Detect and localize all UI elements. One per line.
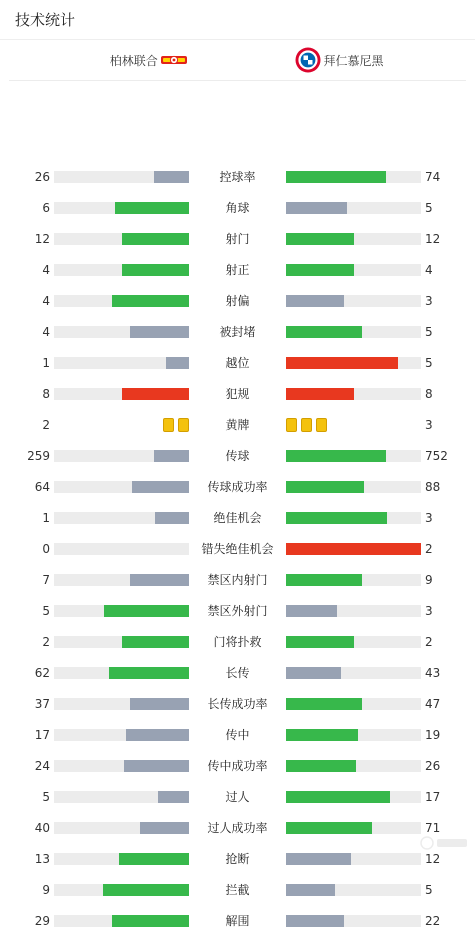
home-bar-track — [54, 357, 189, 369]
away-bar-track — [286, 450, 421, 462]
stat-row — [0, 849, 475, 869]
stat-row — [0, 787, 475, 807]
away-bar-track — [286, 884, 421, 896]
stat-row — [0, 322, 475, 342]
away-value: 3 — [425, 294, 433, 308]
home-value: 5 — [42, 604, 50, 618]
home-bar-track — [54, 884, 189, 896]
stat-row — [0, 167, 475, 187]
home-value: 13 — [34, 852, 50, 866]
away-value: 3 — [425, 511, 433, 525]
home-bar-track — [54, 667, 189, 679]
home-bar-fill — [104, 605, 189, 617]
stat-row — [0, 229, 475, 249]
away-value: 9 — [425, 573, 433, 587]
away-bar-fill — [286, 636, 354, 648]
away-bar-track — [286, 202, 421, 214]
home-bar-track — [54, 636, 189, 648]
stat-label: 射门 — [225, 232, 250, 246]
away-bar-fill — [286, 760, 356, 772]
home-bar-track — [54, 543, 189, 555]
home-value: 8 — [42, 387, 50, 401]
stat-label: 长传 — [225, 666, 250, 680]
section-title: 技术统计 — [15, 11, 76, 29]
away-bar-fill — [286, 295, 344, 307]
section-header — [0, 0, 475, 40]
away-bar-track — [286, 295, 421, 307]
home-bar-fill — [122, 388, 190, 400]
home-bar-track — [54, 326, 189, 338]
home-bar-fill — [126, 729, 189, 741]
stat-label: 禁区内射门 — [207, 573, 268, 587]
away-bar-track — [286, 636, 421, 648]
away-value: 752 — [425, 449, 448, 463]
home-value: 7 — [42, 573, 50, 587]
stat-row — [0, 260, 475, 280]
stat-label: 拦截 — [225, 883, 250, 897]
stat-label: 黄牌 — [225, 418, 250, 432]
home-value: 2 — [42, 635, 50, 649]
away-bar-fill — [286, 388, 354, 400]
home-value: 37 — [34, 697, 50, 711]
home-bar-fill — [119, 853, 189, 865]
stat-label: 过人 — [225, 790, 250, 804]
stat-row — [0, 694, 475, 714]
home-bar-track — [54, 233, 189, 245]
away-bar-track — [286, 574, 421, 586]
away-value: 12 — [425, 232, 441, 246]
yellow-card-icon — [316, 418, 327, 432]
away-team[interactable] — [238, 47, 467, 73]
home-value: 64 — [34, 480, 50, 494]
away-bar-track — [286, 171, 421, 183]
away-value: 22 — [425, 914, 441, 928]
away-bar-track — [286, 698, 421, 710]
union-berlin-logo-icon — [161, 54, 187, 66]
away-bar-track — [286, 388, 421, 400]
stat-row — [0, 291, 475, 311]
home-bar-track — [54, 915, 189, 927]
stat-label: 绝佳机会 — [213, 511, 262, 525]
home-yellow-cards — [163, 418, 189, 432]
home-value: 4 — [42, 263, 50, 277]
stat-row — [0, 663, 475, 683]
stat-label: 越位 — [225, 356, 250, 370]
away-value: 88 — [425, 480, 441, 494]
home-team-name: 柏林联合 — [109, 53, 158, 68]
away-yellow-cards — [286, 418, 327, 432]
home-bar-track — [54, 388, 189, 400]
home-value: 4 — [42, 294, 50, 308]
stat-row — [0, 415, 475, 435]
home-bar-fill — [166, 357, 189, 369]
home-value: 17 — [34, 728, 50, 742]
away-bar-track — [286, 915, 421, 927]
away-value: 12 — [425, 852, 441, 866]
stat-row — [0, 446, 475, 466]
teams-row — [9, 40, 466, 81]
home-bar-fill — [122, 233, 190, 245]
stat-row — [0, 477, 475, 497]
away-value: 17 — [425, 790, 441, 804]
home-bar-track — [54, 791, 189, 803]
away-bar-track — [286, 760, 421, 772]
away-bar-fill — [286, 698, 362, 710]
away-value: 5 — [425, 356, 433, 370]
away-bar-fill — [286, 853, 351, 865]
stat-label: 过人成功率 — [207, 821, 268, 835]
away-team-name: 拜仁慕尼黑 — [323, 53, 384, 68]
home-value: 26 — [34, 170, 50, 184]
away-bar-fill — [286, 450, 386, 462]
away-value: 2 — [425, 542, 433, 556]
stat-label: 传球 — [225, 449, 250, 463]
away-bar-track — [286, 233, 421, 245]
home-bar-track — [54, 605, 189, 617]
away-bar-track — [286, 822, 421, 834]
home-value: 6 — [42, 201, 50, 215]
away-bar-track — [286, 853, 421, 865]
home-bar-fill — [103, 884, 189, 896]
home-bar-fill — [130, 574, 189, 586]
away-bar-track — [286, 357, 421, 369]
home-bar-track — [54, 822, 189, 834]
stat-label: 被封堵 — [219, 325, 256, 339]
stat-label: 抢断 — [225, 852, 250, 866]
home-value: 29 — [34, 914, 50, 928]
away-bar-fill — [286, 512, 387, 524]
home-bar-track — [54, 760, 189, 772]
stat-label: 解围 — [225, 914, 250, 928]
away-bar-fill — [286, 667, 341, 679]
away-bar-track — [286, 605, 421, 617]
stat-row — [0, 725, 475, 745]
away-bar-track — [286, 512, 421, 524]
home-bar-fill — [158, 791, 189, 803]
away-value: 8 — [425, 387, 433, 401]
away-bar-track — [286, 326, 421, 338]
home-bar-track — [54, 450, 189, 462]
away-value: 71 — [425, 821, 441, 835]
away-bar-fill — [286, 233, 354, 245]
away-bar-fill — [286, 605, 337, 617]
away-bar-fill — [286, 884, 335, 896]
stat-label: 传球成功率 — [207, 480, 268, 494]
home-value: 2 — [42, 418, 50, 432]
yellow-card-icon — [163, 418, 174, 432]
home-bar-fill — [132, 481, 189, 493]
home-value: 259 — [27, 449, 50, 463]
away-bar-fill — [286, 822, 372, 834]
home-bar-fill — [122, 264, 190, 276]
stat-label: 长传成功率 — [207, 697, 268, 711]
away-value: 4 — [425, 263, 433, 277]
home-bar-fill — [112, 915, 189, 927]
stat-row — [0, 539, 475, 559]
stat-row — [0, 601, 475, 621]
stat-row — [0, 198, 475, 218]
home-bar-track — [54, 171, 189, 183]
stat-label: 犯规 — [225, 387, 250, 401]
home-bar-fill — [154, 450, 189, 462]
home-bar-track — [54, 264, 189, 276]
home-bar-fill — [154, 171, 189, 183]
away-value: 3 — [425, 418, 433, 432]
home-value: 62 — [34, 666, 50, 680]
yellow-card-icon — [286, 418, 297, 432]
stat-label: 传中成功率 — [207, 759, 268, 773]
away-bar-track — [286, 791, 421, 803]
home-value: 0 — [42, 542, 50, 556]
away-bar-fill — [286, 326, 362, 338]
home-bar-track — [54, 853, 189, 865]
home-bar-fill — [130, 326, 189, 338]
stat-row — [0, 570, 475, 590]
stat-label: 控球率 — [219, 170, 256, 184]
home-bar-fill — [115, 202, 189, 214]
home-team[interactable] — [9, 52, 238, 69]
home-bar-track — [54, 295, 189, 307]
home-bar-fill — [140, 822, 189, 834]
away-value: 5 — [425, 883, 433, 897]
away-bar-fill — [286, 202, 347, 214]
home-bar-fill — [124, 760, 189, 772]
away-bar-fill — [286, 915, 344, 927]
stat-row — [0, 880, 475, 900]
home-bar-track — [54, 574, 189, 586]
yellow-card-icon — [178, 418, 189, 432]
stat-label: 角球 — [225, 201, 250, 215]
away-bar-fill — [286, 481, 364, 493]
home-value: 1 — [42, 356, 50, 370]
home-bar-fill — [155, 512, 189, 524]
away-bar-track — [286, 729, 421, 741]
away-value: 74 — [425, 170, 441, 184]
stat-row — [0, 632, 475, 652]
stat-label: 错失绝佳机会 — [201, 542, 274, 556]
stat-label: 传中 — [225, 728, 250, 742]
home-value: 1 — [42, 511, 50, 525]
away-value: 26 — [425, 759, 441, 773]
stat-row — [0, 508, 475, 528]
away-bar-track — [286, 481, 421, 493]
home-bar-fill — [122, 636, 190, 648]
home-bar-fill — [130, 698, 189, 710]
stat-row — [0, 353, 475, 373]
yellow-card-icon — [301, 418, 312, 432]
home-bar-track — [54, 512, 189, 524]
away-value: 3 — [425, 604, 433, 618]
away-bar-fill — [286, 357, 398, 369]
away-value: 47 — [425, 697, 441, 711]
away-value: 43 — [425, 666, 441, 680]
home-value: 5 — [42, 790, 50, 804]
away-value: 5 — [425, 201, 433, 215]
home-value: 4 — [42, 325, 50, 339]
stat-label: 门将扑救 — [213, 635, 262, 649]
away-bar-fill — [286, 264, 354, 276]
home-value: 24 — [34, 759, 50, 773]
watermark-icon — [419, 835, 469, 851]
home-bar-track — [54, 202, 189, 214]
home-value: 9 — [42, 883, 50, 897]
home-value: 12 — [34, 232, 50, 246]
away-bar-track — [286, 543, 421, 555]
stat-row — [0, 818, 475, 838]
bayern-munich-logo-icon — [295, 47, 321, 73]
stat-label: 禁区外射门 — [207, 604, 268, 618]
home-bar-track — [54, 729, 189, 741]
away-value: 5 — [425, 325, 433, 339]
stat-row — [0, 384, 475, 404]
home-value: 40 — [34, 821, 50, 835]
away-bar-track — [286, 667, 421, 679]
away-value: 2 — [425, 635, 433, 649]
away-bar-track — [286, 264, 421, 276]
away-bar-fill — [286, 543, 421, 555]
away-bar-fill — [286, 729, 358, 741]
home-bar-track — [54, 698, 189, 710]
stat-label: 射正 — [225, 263, 250, 277]
stat-row — [0, 756, 475, 776]
away-bar-fill — [286, 574, 362, 586]
away-bar-fill — [286, 171, 386, 183]
stat-row — [0, 911, 475, 931]
home-bar-fill — [109, 667, 189, 679]
stat-label: 射偏 — [225, 294, 250, 308]
away-bar-fill — [286, 791, 390, 803]
home-bar-fill — [112, 295, 189, 307]
away-value: 19 — [425, 728, 441, 742]
home-bar-track — [54, 481, 189, 493]
